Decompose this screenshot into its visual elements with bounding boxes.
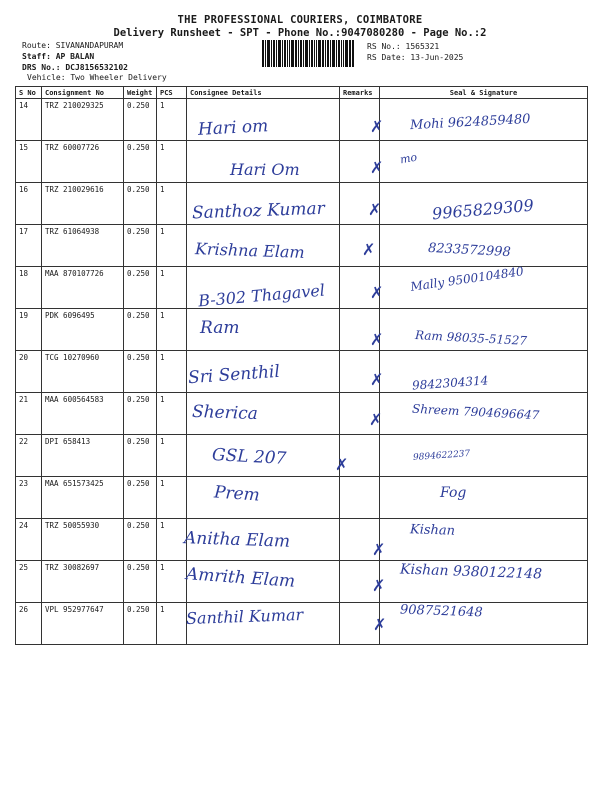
- remark-cross-mark: ✗: [370, 117, 384, 136]
- pieces: 1: [157, 435, 187, 477]
- table-row: [16, 99, 588, 141]
- signature-cell: [380, 603, 588, 645]
- serial-number: 15: [16, 141, 42, 183]
- remarks-cell: [340, 225, 380, 267]
- pieces: 1: [157, 141, 187, 183]
- remarks-cell: [340, 309, 380, 351]
- remarks-cell: [340, 393, 383, 435]
- rs-date: RS Date: 13-Jun-2025: [367, 53, 464, 62]
- remarks-cell: [340, 603, 380, 645]
- pieces: 1: [157, 309, 187, 351]
- serial-number: 26: [16, 603, 42, 645]
- weight: 0.250: [124, 99, 157, 141]
- serial-number: 22: [16, 435, 42, 477]
- consignment-number: PDK 6096495: [42, 309, 124, 351]
- consignee-handwriting: Amrith Elam: [185, 564, 296, 592]
- weight: 0.250: [124, 603, 157, 645]
- pieces: 1: [157, 99, 187, 141]
- table-row: [16, 393, 588, 435]
- pieces: 1: [157, 603, 187, 645]
- signature-cell: [380, 99, 588, 141]
- weight: 0.250: [124, 267, 157, 309]
- signature-handwriting: Mally 9500104840: [409, 264, 525, 294]
- table-row: [16, 309, 588, 351]
- signature-cell: [380, 351, 588, 393]
- weight: 0.250: [124, 477, 157, 519]
- serial-number: 24: [16, 519, 42, 561]
- signature-handwriting: Mohi 9624859480: [409, 111, 531, 134]
- table-header-row: [16, 87, 588, 99]
- serial-number: 25: [16, 561, 42, 603]
- remarks-cell: [340, 183, 380, 225]
- remarks-cell: [340, 519, 380, 561]
- remark-cross-mark: ✗: [373, 615, 387, 634]
- vehicle-label: Vehicle: Two Wheeler Delivery: [27, 73, 167, 82]
- consignment-number: MAA 600564583: [42, 393, 124, 435]
- remark-cross-mark: ✗: [370, 158, 384, 177]
- remarks-cell: [340, 561, 380, 603]
- consignment-number: VPL 952977647: [42, 603, 124, 645]
- signature-handwriting: Kishan: [409, 522, 456, 539]
- table-row: [16, 519, 588, 561]
- signature-cell: [380, 393, 588, 435]
- consignee-cell: [187, 225, 340, 267]
- signature-handwriting: Ram 98035-51527: [414, 328, 528, 348]
- remark-cross-mark: ✗: [369, 410, 383, 429]
- pieces: 1: [157, 267, 187, 309]
- table-row: [16, 435, 588, 477]
- serial-number: 23: [16, 477, 42, 519]
- pieces: 1: [157, 351, 187, 393]
- weight: 0.250: [124, 519, 157, 561]
- weight: 0.250: [124, 141, 157, 183]
- rs-number: RS No.: 1565321: [367, 42, 440, 51]
- consignee-cell: [187, 519, 340, 561]
- remarks-cell: [340, 99, 380, 141]
- remark-cross-mark: ✗: [370, 283, 384, 302]
- runsheet-table: [15, 86, 588, 645]
- serial-number: 19: [16, 309, 42, 351]
- pieces: 1: [157, 519, 187, 561]
- remark-cross-mark: ✗: [335, 455, 349, 474]
- serial-number: 17: [16, 225, 42, 267]
- consignee-cell: [187, 603, 340, 645]
- remark-cross-mark: ✗: [370, 330, 384, 349]
- serial-number: 20: [16, 351, 42, 393]
- signature-handwriting: Kishan 9380122148: [399, 561, 543, 583]
- serial-number: 21: [16, 393, 42, 435]
- staff-label: Staff: AP BALAN: [22, 52, 95, 61]
- serial-number: 18: [16, 267, 42, 309]
- consignee-cell: [187, 309, 340, 351]
- consignment-number: MAA 651573425: [42, 477, 124, 519]
- remark-cross-mark: ✗: [362, 240, 376, 259]
- remarks-cell: [340, 351, 380, 393]
- col-consignment: Consignment No: [42, 87, 124, 99]
- consignment-number: TCG 10270960: [42, 351, 124, 393]
- col-remarks: Remarks: [340, 87, 380, 99]
- consignee-handwriting: Ram: [200, 318, 240, 338]
- consignee-cell: [187, 267, 340, 309]
- consignee-cell: [187, 393, 340, 435]
- serial-number: 14: [16, 99, 42, 141]
- remarks-cell: [340, 435, 380, 477]
- signature-handwriting: 8233572998: [427, 240, 512, 261]
- col-weight: Weight: [124, 87, 157, 99]
- remark-cross-mark: ✗: [370, 370, 384, 389]
- company-name: THE PROFESSIONAL COURIERS, COIMBATORE: [177, 14, 423, 26]
- table-row: [16, 141, 588, 183]
- weight: 0.250: [124, 393, 157, 435]
- signature-handwriting: 9965829309: [431, 195, 535, 224]
- consignee-handwriting: Hari om: [197, 116, 269, 140]
- table-row: [16, 183, 588, 225]
- pieces: 1: [157, 393, 187, 435]
- pieces: 1: [157, 477, 187, 519]
- consignee-handwriting: B-302 Thagavel: [197, 280, 326, 311]
- remark-cross-mark: ✗: [368, 200, 382, 219]
- signature-cell: [380, 225, 588, 267]
- consignee-handwriting: Santhil Kumar: [185, 604, 304, 629]
- pieces: 1: [157, 225, 187, 267]
- table-row: [16, 267, 588, 309]
- signature-cell: [380, 519, 588, 561]
- consignee-cell: [187, 435, 340, 477]
- remark-cross-mark: ✗: [372, 576, 386, 595]
- col-pcs: PCS: [157, 87, 187, 99]
- consignment-number: MAA 870107726: [42, 267, 124, 309]
- consignment-number: DPI 658413: [42, 435, 124, 477]
- route-label: Route: SIVANANDAPURAM: [22, 41, 124, 50]
- signature-handwriting: 9842304314: [411, 373, 489, 393]
- consignment-number: TRZ 30082697: [42, 561, 124, 603]
- table-row: [16, 351, 588, 393]
- table-row: [16, 603, 588, 645]
- signature-cell: [380, 141, 588, 183]
- consignee-cell: [187, 141, 340, 183]
- consignee-handwriting: GSL 207: [211, 445, 287, 469]
- remarks-cell: [340, 141, 380, 183]
- consignee-handwriting: Krishna Elam: [194, 239, 305, 262]
- consignee-cell: [187, 183, 340, 225]
- drs-number: DRS No.: DCJ8156532102: [22, 63, 128, 72]
- remark-cross-mark: ✗: [372, 540, 386, 559]
- consignment-number: TRZ 210029616: [42, 183, 124, 225]
- weight: 0.250: [124, 309, 157, 351]
- signature-cell: [380, 561, 588, 603]
- consignee-handwriting: Anitha Elam: [183, 528, 291, 552]
- consignment-number: TRZ 50055930: [42, 519, 124, 561]
- weight: 0.250: [124, 435, 157, 477]
- signature-handwriting: 9087521648: [399, 602, 483, 621]
- signature-handwriting: Fog: [440, 485, 467, 501]
- weight: 0.250: [124, 183, 157, 225]
- consignee-handwriting: Hari Om: [230, 160, 300, 179]
- col-signature: Seal & Signature: [380, 87, 588, 99]
- weight: 0.250: [124, 561, 157, 603]
- pieces: 1: [157, 561, 187, 603]
- col-consignee: Consignee Details: [187, 87, 340, 99]
- weight: 0.250: [124, 225, 157, 267]
- signature-handwriting: mo: [399, 150, 419, 167]
- consignee-cell: [187, 561, 340, 603]
- weight: 0.250: [124, 351, 157, 393]
- consignee-handwriting: Prem: [213, 482, 261, 506]
- remarks-cell: [340, 267, 380, 309]
- signature-cell: [380, 183, 588, 225]
- signature-cell: [380, 435, 588, 477]
- table-row: [16, 225, 588, 267]
- signature-cell: [380, 477, 588, 519]
- consignee-handwriting: Sherica: [191, 401, 259, 425]
- signature-cell: [380, 309, 588, 351]
- consignee-handwriting: Sri Senthil: [187, 361, 281, 389]
- table-row: [16, 477, 588, 519]
- consignee-cell: [187, 477, 340, 519]
- serial-number: 16: [16, 183, 42, 225]
- signature-handwriting: Shreem 7904696647: [411, 401, 540, 423]
- consignment-number: TRZ 60007726: [42, 141, 124, 183]
- barcode-image: [262, 40, 354, 67]
- pieces: 1: [157, 183, 187, 225]
- col-sno: S No: [16, 87, 42, 99]
- signature-handwriting: 9894622237: [412, 449, 471, 463]
- runsheet-title: Delivery Runsheet - SPT - Phone No.:9047080280 - Page No.:2: [113, 27, 487, 39]
- remarks-cell: [340, 477, 380, 519]
- consignment-number: TRZ 210029325: [42, 99, 124, 141]
- table-row: [16, 561, 588, 603]
- consignment-number: TRZ 61064938: [42, 225, 124, 267]
- signature-cell: [380, 267, 588, 309]
- consignee-cell: [187, 99, 340, 141]
- consignee-handwriting: Santhoz Kumar: [191, 198, 326, 224]
- consignee-cell: [187, 351, 340, 393]
